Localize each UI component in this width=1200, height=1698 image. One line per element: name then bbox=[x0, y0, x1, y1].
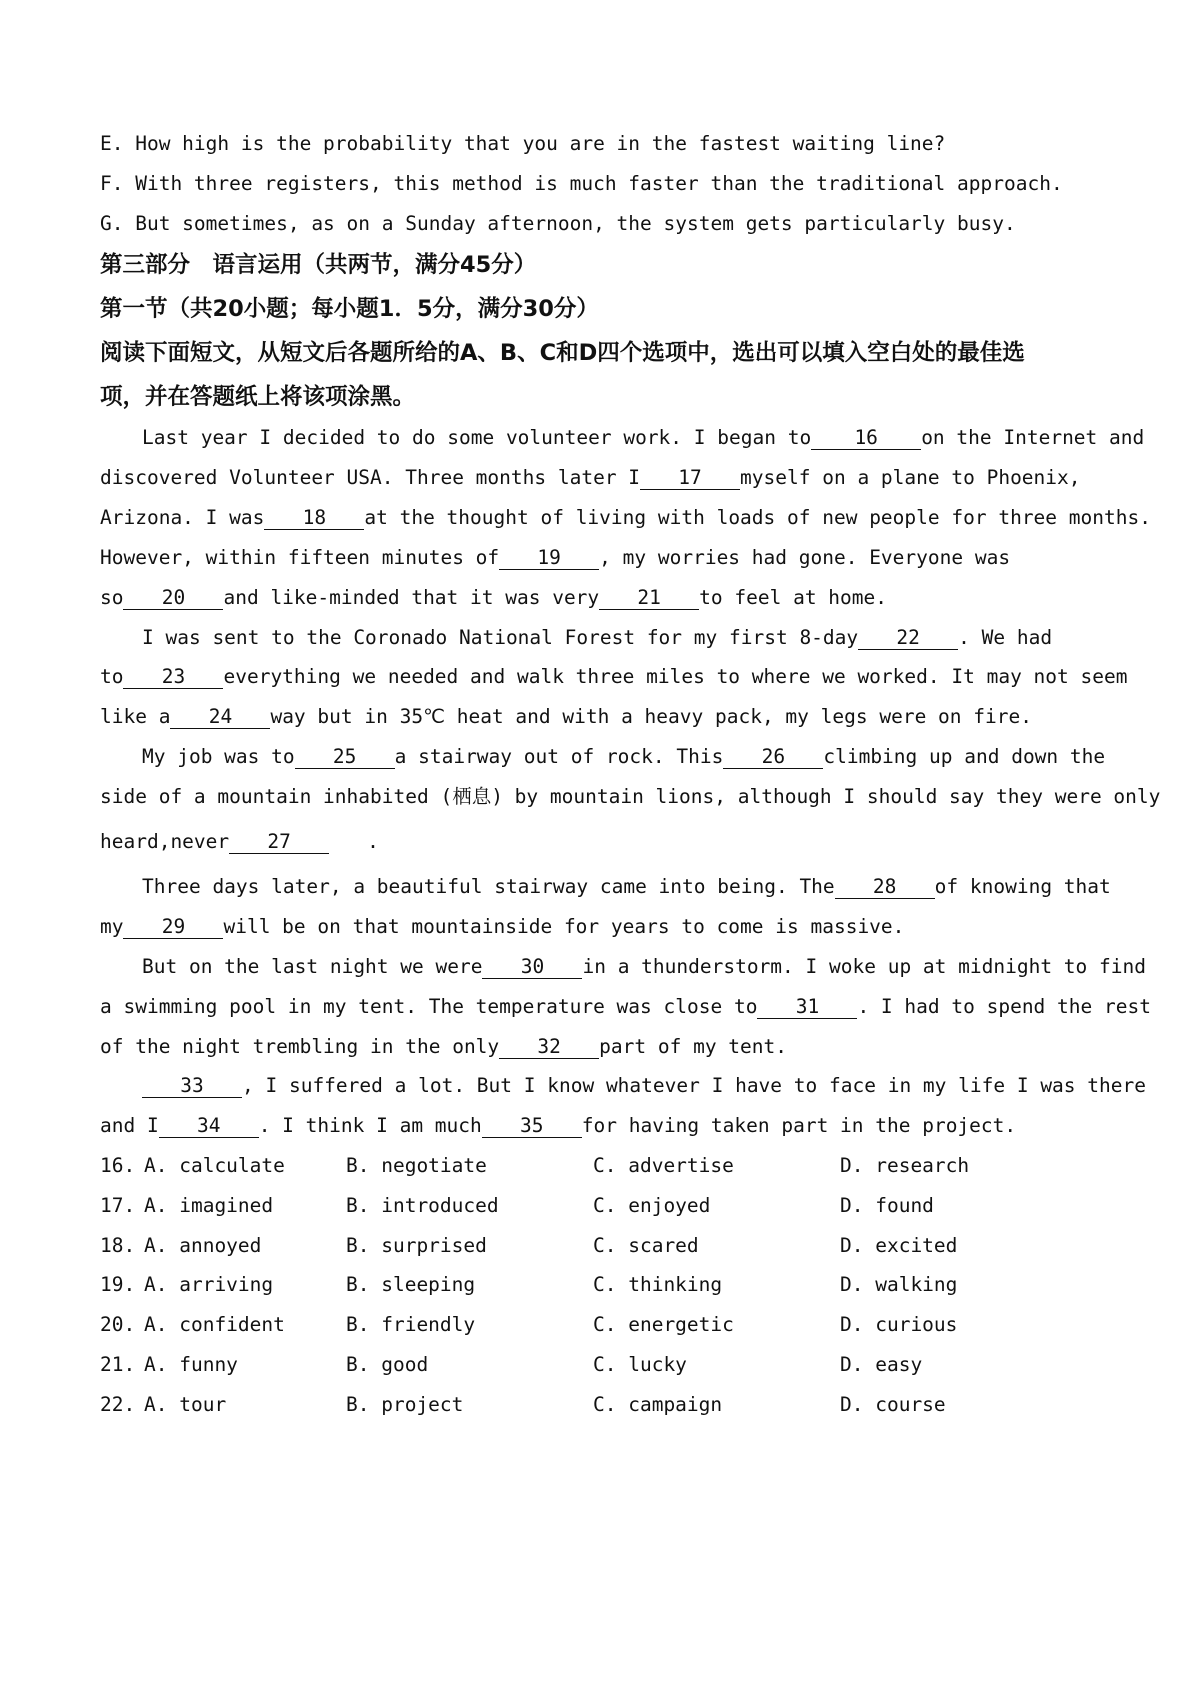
option-g: G. But sometimes, as on a Sunday afternoon, the system gets particularly busy. bbox=[100, 212, 1016, 235]
blank-17: 17 bbox=[640, 467, 740, 490]
passage-text: of knowing that bbox=[934, 875, 1111, 898]
passage-line bbox=[100, 1113, 1016, 1139]
passage-text: Arizona. I was bbox=[100, 506, 265, 529]
option-c: C. thinking bbox=[593, 1273, 723, 1296]
passage-text: myself on a plane to Phoenix, bbox=[740, 466, 1081, 489]
option-b: B. friendly bbox=[346, 1313, 476, 1336]
passage-line bbox=[100, 914, 904, 940]
question-row bbox=[100, 1153, 1120, 1179]
option-e: E. How high is the probability that you are in the fastest waiting line? bbox=[100, 132, 946, 155]
question-row bbox=[100, 1272, 1120, 1298]
option-d: D. research bbox=[840, 1154, 970, 1177]
passage-text: side of a mountain inhabited (栖息) by mountain lions, although I should say they were only bbox=[100, 785, 1161, 808]
passage-text: , my worries had gone. Everyone was bbox=[599, 546, 1011, 569]
blank-22: 22 bbox=[858, 627, 958, 650]
passage-text: a stairway out of rock. This bbox=[394, 745, 724, 768]
passage-line bbox=[100, 664, 1127, 690]
passage-text: But on the last night we were bbox=[142, 955, 483, 978]
blank-21: 21 bbox=[599, 587, 699, 610]
option-d: D. found bbox=[840, 1194, 934, 1217]
question-row bbox=[100, 1312, 1120, 1338]
blank-26: 26 bbox=[723, 746, 823, 769]
blank-33: 33 bbox=[142, 1075, 242, 1098]
passage-line bbox=[142, 625, 1052, 651]
question-number: 19. bbox=[100, 1273, 136, 1296]
option-a: A. imagined bbox=[144, 1194, 274, 1217]
instruction-line-1: 阅读下面短文，从短文后各题所给的A、B、C和D四个选项中，选出可以填入空白处的最佳选 bbox=[100, 340, 1025, 366]
passage-line bbox=[100, 505, 1151, 531]
passage-line bbox=[142, 874, 1111, 900]
passage-text: to feel at home. bbox=[699, 586, 888, 609]
option-c: C. energetic bbox=[593, 1313, 734, 1336]
passage-text: . bbox=[367, 830, 379, 853]
blank-29: 29 bbox=[123, 916, 223, 939]
passage-line bbox=[100, 1034, 787, 1060]
passage-text: However, within fifteen minutes of bbox=[100, 546, 500, 569]
passage-text: discovered Volunteer USA. Three months later I bbox=[100, 466, 641, 489]
option-c: C. lucky bbox=[593, 1353, 687, 1376]
question-number: 17. bbox=[100, 1194, 136, 1217]
passage-text: and like-minded that it was very bbox=[223, 586, 600, 609]
blank-23: 23 bbox=[123, 666, 223, 689]
passage-text: Three days later, a beautiful stairway came into being. The bbox=[142, 875, 835, 898]
passage-text: part of my tent. bbox=[599, 1035, 788, 1058]
blank-24: 24 bbox=[170, 706, 270, 729]
passage-text: for having taken part in the project. bbox=[581, 1114, 1017, 1137]
option-a: A. arriving bbox=[144, 1273, 274, 1296]
question-number: 22. bbox=[100, 1393, 136, 1416]
passage-text: I was sent to the Coronado National Forest for my first 8-day bbox=[142, 626, 859, 649]
passage-line bbox=[100, 994, 1151, 1020]
option-c: C. enjoyed bbox=[593, 1194, 711, 1217]
blank-32: 32 bbox=[499, 1036, 599, 1059]
instruction-line-2: 项，并在答题纸上将该项涂黑。 bbox=[100, 384, 416, 410]
question-number: 21. bbox=[100, 1353, 136, 1376]
option-a: A. calculate bbox=[144, 1154, 285, 1177]
question-row bbox=[100, 1233, 1120, 1259]
passage-text: , I suffered a lot. But I know whatever I have to face in my life I was there bbox=[242, 1074, 1146, 1097]
option-b: B. negotiate bbox=[346, 1154, 487, 1177]
blank-35: 35 bbox=[482, 1115, 582, 1138]
passage-text: everything we needed and walk three miles to where we worked. It may not seem bbox=[223, 665, 1128, 688]
option-a: A. annoyed bbox=[144, 1234, 262, 1257]
passage-text: way but in 35℃ heat and with a heavy pack, my legs were on fire. bbox=[270, 705, 1032, 728]
passage-line bbox=[100, 829, 379, 855]
option-c: C. campaign bbox=[593, 1393, 723, 1416]
option-d: D. course bbox=[840, 1393, 946, 1416]
blank-25: 25 bbox=[295, 746, 395, 769]
option-d: D. walking bbox=[840, 1273, 958, 1296]
question-number: 20. bbox=[100, 1313, 136, 1336]
option-a: A. funny bbox=[144, 1353, 238, 1376]
blank-20: 20 bbox=[123, 587, 223, 610]
option-b: B. surprised bbox=[346, 1234, 487, 1257]
passage-text: of the night trembling in the only bbox=[100, 1035, 500, 1058]
passage-line bbox=[142, 954, 1146, 980]
option-b: B. good bbox=[346, 1353, 429, 1376]
passage-text: . We had bbox=[958, 626, 1053, 649]
option-d: D. curious bbox=[840, 1313, 958, 1336]
passage-text: so bbox=[100, 586, 124, 609]
option-b: B. sleeping bbox=[346, 1273, 476, 1296]
part-title: 第三部分 语言运用（共两节，满分45分） bbox=[100, 252, 537, 278]
passage-text: on the Internet and bbox=[921, 426, 1145, 449]
option-d: D. excited bbox=[840, 1234, 958, 1257]
passage-line bbox=[100, 465, 1081, 491]
passage-text: . I think I am much bbox=[258, 1114, 482, 1137]
passage-text: and I bbox=[100, 1114, 159, 1137]
passage-text: a swimming pool in my tent. The temperature was close to bbox=[100, 995, 758, 1018]
option-c: C. scared bbox=[593, 1234, 699, 1257]
section-title: 第一节（共20小题；每小题1．5分，满分30分） bbox=[100, 296, 599, 322]
passage-text: Last year I decided to do some volunteer work. I began to bbox=[142, 426, 812, 449]
option-c: C. advertise bbox=[593, 1154, 734, 1177]
passage-text: to bbox=[100, 665, 124, 688]
question-row bbox=[100, 1392, 1120, 1418]
passage-text: like a bbox=[100, 705, 171, 728]
passage-line bbox=[142, 744, 1105, 770]
passage-text: My job was to bbox=[142, 745, 295, 768]
question-row bbox=[100, 1352, 1120, 1378]
blank-18: 18 bbox=[264, 507, 364, 530]
passage-line bbox=[100, 704, 1032, 730]
blank-19: 19 bbox=[499, 547, 599, 570]
passage-text: at the thought of living with loads of new people for three months. bbox=[364, 506, 1151, 529]
passage-line bbox=[100, 784, 1160, 810]
option-b: B. project bbox=[346, 1393, 464, 1416]
blank-27: 27 bbox=[229, 831, 329, 854]
option-a: A. confident bbox=[144, 1313, 285, 1336]
blank-16: 16 bbox=[811, 427, 921, 450]
option-f: F. With three registers, this method is much faster than the traditional approach. bbox=[100, 172, 1063, 195]
passage-text: my bbox=[100, 915, 124, 938]
question-number: 18. bbox=[100, 1234, 136, 1257]
passage-text: . I had to spend the rest bbox=[857, 995, 1151, 1018]
option-d: D. easy bbox=[840, 1353, 923, 1376]
blank-31: 31 bbox=[757, 996, 857, 1019]
passage-text: will be on that mountainside for years to come is massive. bbox=[223, 915, 905, 938]
question-number: 16. bbox=[100, 1154, 136, 1177]
blank-30: 30 bbox=[482, 956, 582, 979]
passage-line bbox=[100, 545, 1010, 571]
option-a: A. tour bbox=[144, 1393, 227, 1416]
blank-34: 34 bbox=[159, 1115, 259, 1138]
passage-line bbox=[100, 585, 887, 611]
passage-text: climbing up and down the bbox=[823, 745, 1106, 768]
blank-28: 28 bbox=[835, 876, 935, 899]
passage-text: heard,never bbox=[100, 830, 230, 853]
passage-line bbox=[142, 1073, 1146, 1099]
passage-text: in a thunderstorm. I woke up at midnight to find bbox=[582, 955, 1146, 978]
question-row bbox=[100, 1193, 1120, 1219]
passage-line bbox=[142, 425, 1144, 451]
option-b: B. introduced bbox=[346, 1194, 499, 1217]
